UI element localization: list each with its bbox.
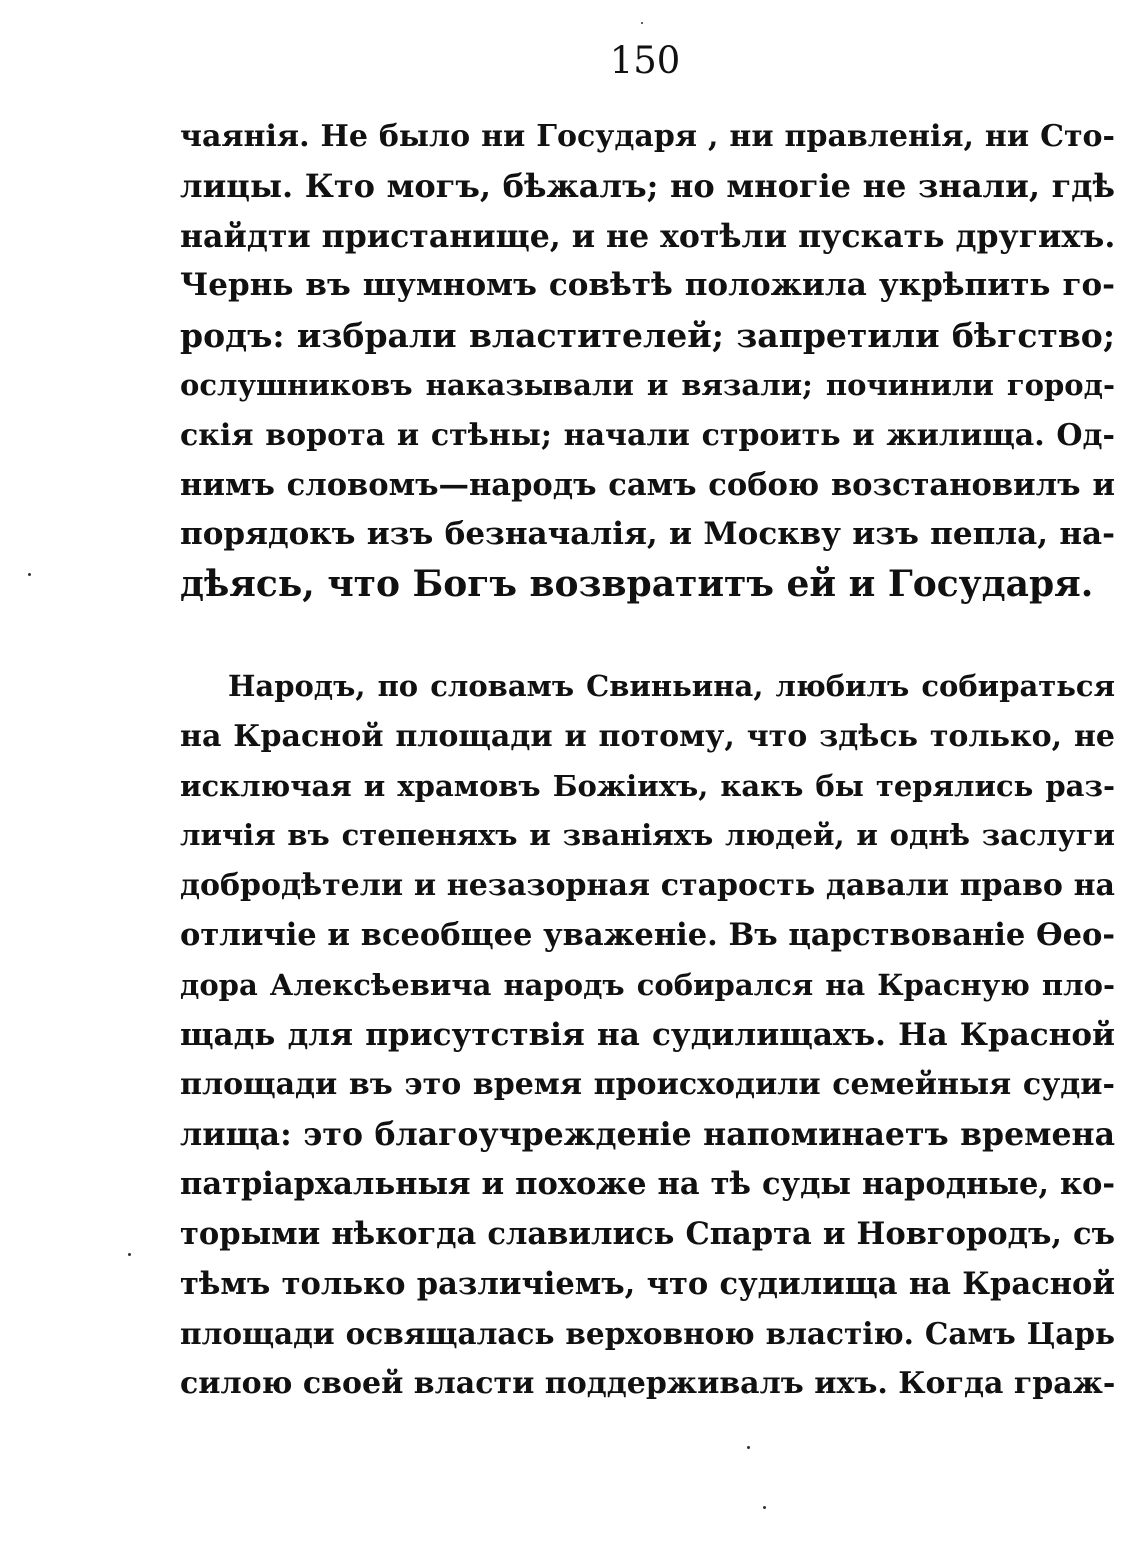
text-line: исключая и храмовъ Божіихъ, какъ бы терялись раз- [180, 768, 1115, 803]
paragraph-2 [180, 662, 1115, 1409]
text-line: щадь для присутствія на судилищахъ. На Красной [180, 1016, 1115, 1053]
text-line: Чернь въ шумномъ совѣтѣ положила укрѣпить го- [180, 267, 1115, 304]
text-line: личія въ степеняхъ и званіяхъ людей, и однѣ заслуги [180, 818, 1115, 853]
scan-speck [128, 1253, 131, 1256]
text-line: торыми нѣкогда славились Спарта и Новгородъ, съ [180, 1215, 1115, 1252]
text-line: тѣмъ только различіемъ, что судилища на Красной [180, 1265, 1115, 1302]
text-line: ослушниковъ наказывали и вязали; починили город- [180, 367, 1115, 402]
text-line: лицы. Кто могъ, бѣжалъ; но многіе не знали, гдѣ [180, 166, 1115, 205]
text-line: скія ворота и стѣны; начали строить и жилища. Од- [180, 417, 1115, 453]
scan-speck [747, 1446, 750, 1449]
scan-speck [641, 22, 643, 24]
text-line: на Красной площади и потому, что здѣсь только, не [180, 718, 1115, 754]
text-line: порядокъ изъ безначалія, и Москву изъ пепла, на- [180, 516, 1115, 553]
text-line: Народъ, по словамъ Свиньина, любилъ собираться [228, 669, 1115, 703]
text-line: отличіе и всеобщее уваженіе. Въ царствованіе Ѳео- [180, 916, 1115, 953]
text-line: лища: это благоучрежденіе напоминаетъ времена [180, 1116, 1115, 1154]
text-line: патріархальныя и похоже на тѣ суды народные, ко- [180, 1165, 1115, 1202]
text-line: добродѣтели и незазорная старость давали право на [180, 868, 1115, 904]
text-line: дора Алексѣевича народъ собирался на Красную пло- [180, 967, 1115, 1002]
scan-speck [763, 1506, 766, 1509]
scan-speck [28, 573, 31, 576]
text-line: дѣясь, что Богъ возвратитъ ей и Государя. [180, 563, 1094, 606]
text-line: площади въ это время происходили семейныя суди- [180, 1067, 1115, 1103]
text-line: нимъ словомъ—народъ самъ собою возстановилъ и [180, 466, 1115, 503]
paragraph-1 [180, 112, 1115, 610]
text-line: чаянія. Не было ни Государя , ни правленія, ни Сто- [180, 119, 1115, 154]
text-line: силою своей власти поддерживалъ ихъ. Когда граж- [180, 1366, 1115, 1402]
page-number: 150 [609, 39, 681, 82]
text-line: площади освящалась верховною властію. Самъ Царь [180, 1316, 1115, 1352]
text-line: найдти пристанище, и не хотѣли пускать другихъ. [180, 217, 1115, 255]
text-line: родъ: избрали властителей; запретили бѣгство; [180, 316, 1115, 356]
